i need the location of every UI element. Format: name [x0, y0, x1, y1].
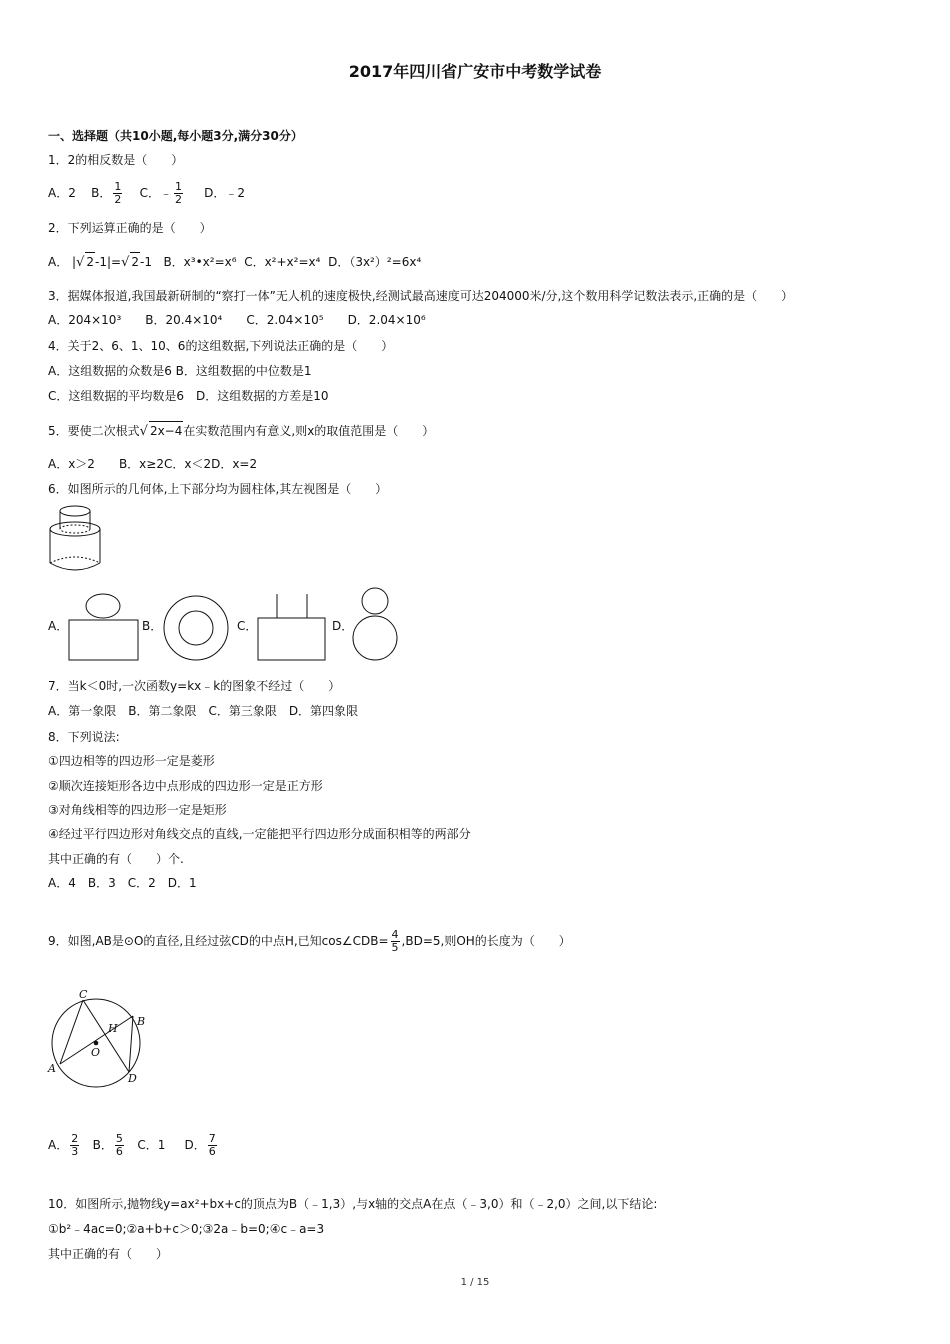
q2-option-a-label: A． [48, 255, 69, 269]
q4-stem: 4．关于2、6、1、10、6的这组数据,下列说法正确的是（ ） [48, 339, 394, 353]
q3-stem: 3．据媒体报道,我国最新研制的“察打一体”无人机的速度极快,经测试最高速度可达204000米/分,这个数用科学记数法表示,正确的是（ ） [48, 289, 794, 303]
q2-option-c: C．x²+x²=x⁴ [244, 255, 321, 269]
q6-option-b-figure [162, 594, 232, 664]
q6-option-a-label: A． [48, 619, 69, 633]
q2-stem: 2．下列运算正确的是（ ） [48, 221, 212, 235]
q9-label-a: A [48, 1062, 56, 1075]
q8-ask: 其中正确的有（ ）个. [48, 852, 184, 866]
q6-option-d-figure [351, 586, 401, 662]
q9-circle-figure [44, 988, 154, 1088]
q1-option-b-fraction: $\frac{1}{2}$ [114, 180, 122, 206]
q9-option-b-fraction: $\frac{5}{6}$ [115, 1132, 123, 1158]
q2-option-b: B．x³•x²=x⁶ [163, 255, 237, 269]
q8-statement-1: ①四边相等的四边形一定是菱形 [48, 754, 215, 768]
q9-option-a-fraction: $\frac{2}{3}$ [71, 1132, 79, 1158]
q4-options-ab: A．这组数据的众数是6 B．这组数据的中位数是1 [48, 364, 312, 378]
q10-stem: 10．如图所示,抛物线y=ax²+bx+c的顶点为B（﹣1,3）,与x轴的交点A在点（﹣3,0）和（﹣2,0）之间,以下结论: [48, 1197, 658, 1211]
q7-stem: 7．当k＜0时,一次函数y=kx﹣k的图象不经过（ ） [48, 679, 341, 693]
q9-label-c: C [79, 988, 88, 1001]
q6-option-b-label: B． [142, 619, 163, 633]
q10-ask: 其中正确的有（ ） [48, 1247, 169, 1261]
q9-label-d: D [128, 1072, 137, 1085]
q5-stem: 5．要使二次根式√ 2x−4在实数范围内有意义,则x的取值范围是（ ） [48, 421, 434, 441]
q9-option-d-fraction: $\frac{7}{6}$ [208, 1132, 216, 1158]
q6-stem: 6．如图所示的几何体,上下部分均为圆柱体,其左视图是（ ） [48, 482, 388, 496]
q6-option-d-label: D． [332, 619, 354, 633]
q1-option-d: D．﹣2 [204, 186, 245, 200]
section-heading: 一、选择题（共10小题,每小题3分,满分30分） [48, 129, 303, 143]
q6-option-c-figure [257, 592, 329, 662]
q6-cylinder-figure [48, 503, 104, 571]
q6-option-c-label: C． [237, 619, 258, 633]
q8-statement-4: ④经过平行四边形对角线交点的直线,一定能把平行四边形分成面积相等的两部分 [48, 827, 471, 841]
q1-options [48, 178, 245, 208]
q2-options [48, 252, 421, 272]
q3-options: A．204×10³ B．20.4×10⁴ C．2.04×10⁵ D．2.04×10⁶ [48, 313, 426, 327]
q9-options: A． $\frac{2}{3}$ B． $\frac{5}{6}$ C．1 D． $\frac{7}{6}$ [48, 1132, 216, 1158]
q1-option-c-label: C．﹣ [139, 186, 173, 200]
q5-radicand: 2x−4 [149, 421, 183, 440]
q8-statement-2: ②顺次连接矩形各边中点形成的四边形一定是正方形 [48, 779, 323, 793]
q10-items: ①b²﹣4ac=0;②a+b+c＞0;③2a﹣b=0;④c﹣a=3 [48, 1222, 325, 1236]
q1-stem: 1．2的相反数是（ ） [48, 153, 184, 167]
q1-option-c-fraction: $\frac{1}{2}$ [175, 180, 183, 206]
page-number: 1 / 15 [460, 1277, 490, 1288]
q1-option-b-label: B． [91, 186, 112, 200]
q7-options: A．第一象限 B．第二象限 C．第三象限 D．第四象限 [48, 704, 359, 718]
q9-stem: 9．如图,AB是⊙O的直径,且经过弦CD的中点H,已知cos∠CDB= $\frac{4}{5}$ ,BD=5,则OH的长度为（ ） [48, 928, 571, 954]
q8-stem: 8．下列说法: [48, 730, 120, 744]
q4-options-cd: C．这组数据的平均数是6 D．这组数据的方差是10 [48, 389, 329, 403]
q8-options: A．4 B．3 C．2 D．1 [48, 876, 197, 890]
q9-cos-fraction: $\frac{4}{5}$ [391, 928, 399, 954]
q9-label-h: H [108, 1022, 118, 1035]
q9-label-b: B [137, 1015, 146, 1028]
q2-option-d: D．（3x²）²=6x⁴ [328, 255, 422, 269]
q6-option-a-figure [68, 592, 140, 662]
q5-options: A．x＞2 B．x≥2C．x＜2D．x=2 [48, 457, 258, 471]
q9-option-c: C．1 [137, 1138, 166, 1152]
q1-option-a: A．2 [48, 186, 76, 200]
page-title: 2017年四川省广安市中考数学试卷 [348, 62, 602, 81]
q2-option-a-expr: |√ 2-1|=√ 2-1 [72, 255, 152, 269]
q8-statement-3: ③对角线相等的四边形一定是矩形 [48, 803, 227, 817]
q9-label-o: O [91, 1046, 101, 1059]
